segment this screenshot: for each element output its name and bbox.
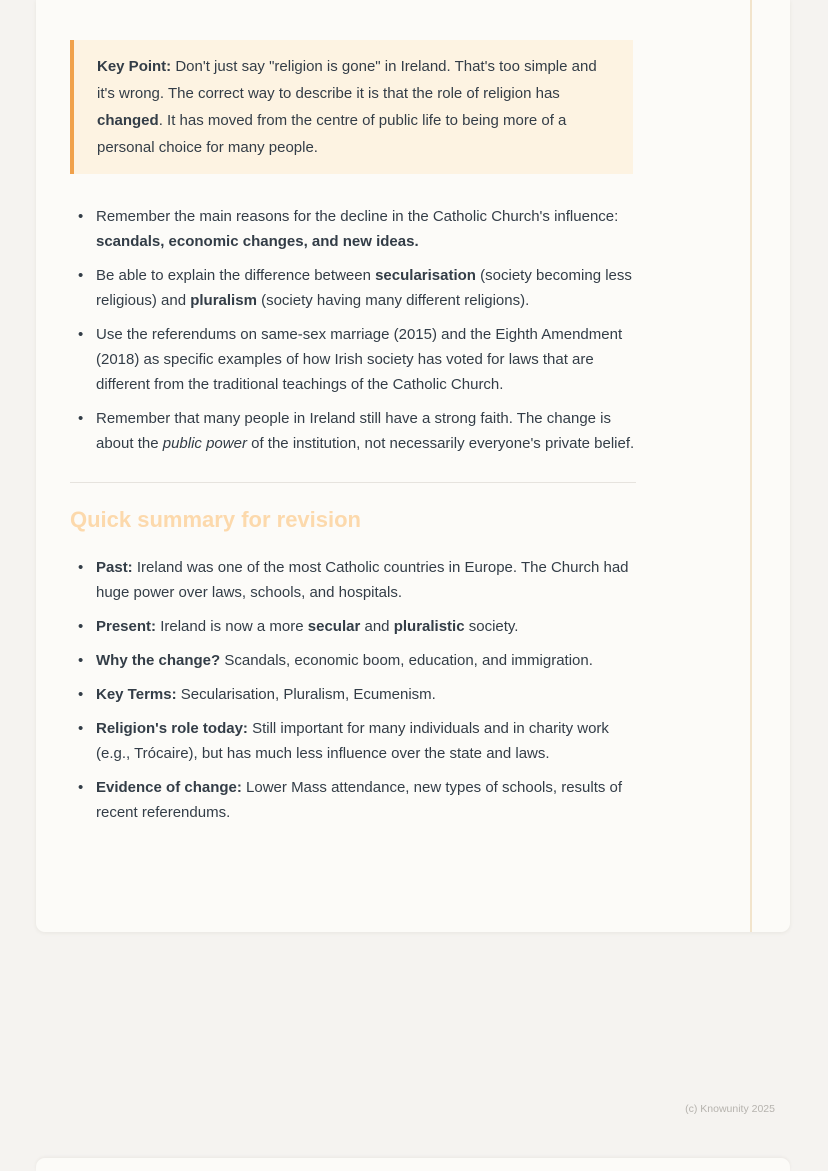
list-item: • Key Terms: Secularisation, Pluralism, Ecumenism.	[70, 682, 636, 707]
list-item: • Evidence of change: Lower Mass attendance, new types of schools, results of recent referendums.	[70, 775, 636, 825]
keypoint-text: Key Point: Don't just say "religion is gone" in Ireland. That's too simple and it's wrong. The correct way to describe it is that the role of religion has changed. It has moved from the centre of public life to being more of a personal choice for many people.	[97, 58, 597, 156]
list-item: • Why the change? Scandals, economic boom, education, and immigration.	[70, 648, 636, 673]
list-item: • Be able to explain the difference between secularisation (society becoming less religious) and pluralism (society having many different religions).	[70, 263, 636, 313]
page-edge-line	[750, 0, 752, 932]
list-item: • Religion's role today: Still important for many individuals and in charity work (e.g., Trócaire), but has much less influence over the state and laws.	[70, 716, 636, 766]
list-item: • Remember the main reasons for the decline in the Catholic Church's influence: scandals, economic changes, and new ideas.	[70, 204, 636, 254]
summary-heading: Quick summary for revision	[70, 507, 361, 532]
keypoint-callout	[70, 40, 633, 174]
list-item: • Present: Ireland is now a more secular and pluralistic society.	[70, 614, 636, 639]
page-content	[70, 0, 636, 834]
document-page	[36, 0, 790, 932]
section-divider	[70, 482, 636, 483]
list-item: • Remember that many people in Ireland still have a strong faith. The change is about the public power of the institution, not necessarily everyone's private belief.	[70, 406, 636, 456]
next-page-edge	[36, 1158, 790, 1171]
list-item: • Past: Ireland was one of the most Catholic countries in Europe. The Church had huge power over laws, schools, and hospitals.	[70, 555, 636, 605]
revision-tips-list	[70, 204, 636, 456]
copyright-text: (c) Knowunity 2025	[685, 1103, 775, 1115]
list-item: • Use the referendums on same-sex marriage (2015) and the Eighth Amendment (2018) as specific examples of how Irish society has voted for laws that are different from the traditional teachings of the Catholic Church.	[70, 322, 636, 397]
summary-list	[70, 555, 636, 825]
